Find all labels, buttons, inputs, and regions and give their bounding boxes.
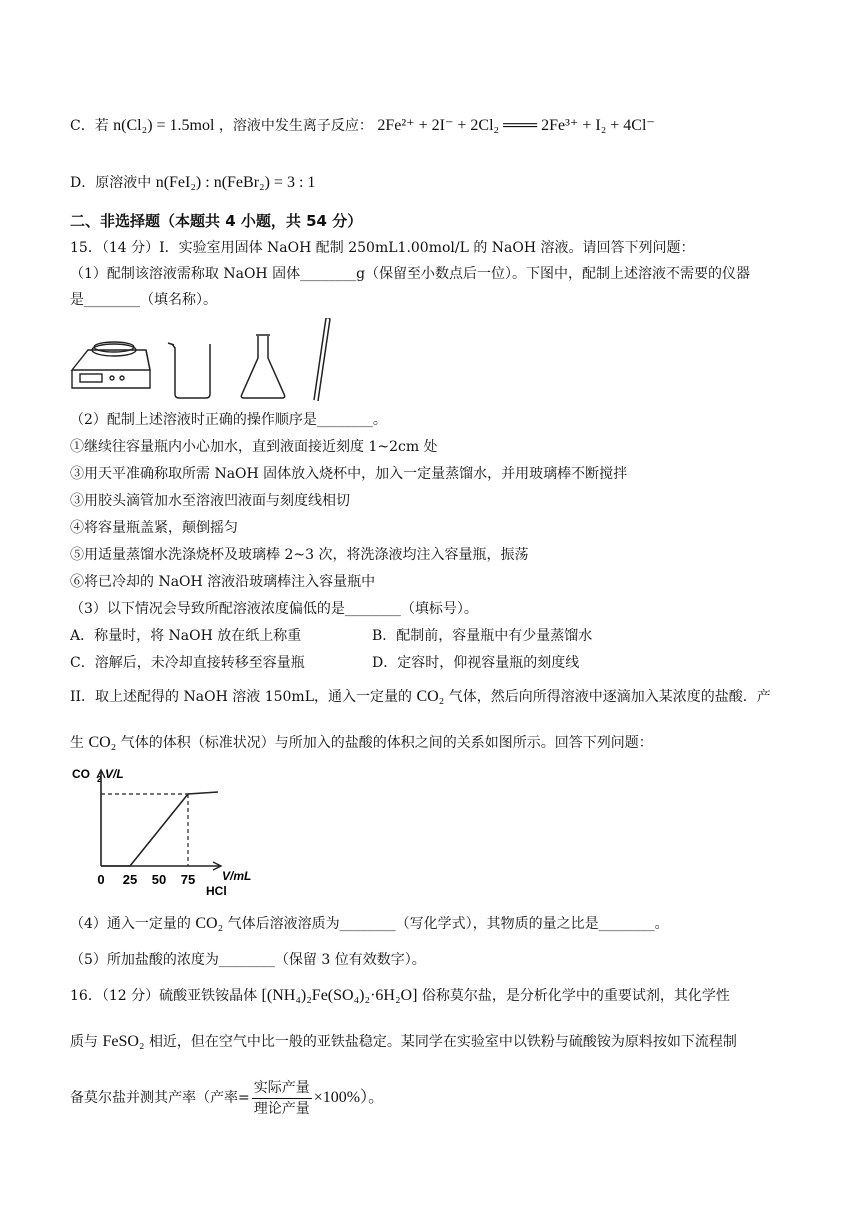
choice-c: C．溶解后，未冷却直接转移至容量瓶 bbox=[70, 655, 305, 671]
option-c-condition: n(Cl₂) = 1.5mol bbox=[113, 117, 215, 134]
co2-formula: CO₂ bbox=[88, 734, 117, 751]
part-ii-text-b: 气体，然后向所得溶液中逐滴加入某浓度的盐酸．产 bbox=[448, 689, 771, 705]
option-c bbox=[70, 116, 655, 136]
part-ii-line2 bbox=[70, 733, 653, 753]
q16-text-d: 相近，但在空气中比一般的亚铁盐稳定。某同学在实验室中以铁粉与硫酸铵为原料按如下流程制 bbox=[148, 1034, 737, 1050]
choice-b: B．配制前，容量瓶中有少量蒸馏水 bbox=[372, 628, 593, 644]
q15-sub1-line2: 是________（填名称）。 bbox=[70, 292, 217, 308]
fraction-denominator: 理论产量 bbox=[253, 1100, 310, 1117]
q16-text-c: 质与 bbox=[70, 1034, 98, 1050]
q15-sub4-a: （4）通入一定量的 bbox=[70, 916, 191, 932]
step-1: ①继续往容量瓶内小心加水，直到液面接近刻度 1~2cm 处 bbox=[70, 439, 438, 455]
co2-hcl-graph bbox=[70, 762, 280, 897]
tick-0: 0 bbox=[97, 872, 105, 887]
q15-header: 15．（14 分）I．实验室用固体 NaOH 配制 250mL1.00mol/L 的 NaOH 溶液。请回答下列问题： bbox=[70, 240, 695, 256]
balance-image bbox=[72, 342, 150, 388]
q15-sub5: （5）所加盐酸的浓度为________（保留 3 位有效数字）。 bbox=[70, 952, 426, 968]
step-3: ③用胶头滴管加水至溶液凹液面与刻度线相切 bbox=[70, 493, 350, 509]
choice-d: D．定容时，仰视容量瓶的刻度线 bbox=[372, 655, 580, 671]
option-c-label: C．若 bbox=[70, 118, 109, 134]
y-axis-label-v: V/L bbox=[105, 767, 124, 781]
step-5: ⑤用适量蒸馏水洗涤烧杯及玻璃棒 2~3 次，将洗涤液均注入容量瓶，振荡 bbox=[70, 547, 529, 563]
part-ii-line1 bbox=[70, 687, 771, 707]
co2-formula: CO₂ bbox=[416, 688, 445, 705]
option-d-label: D．原溶液中 bbox=[70, 175, 152, 191]
y-axis-label-sub: 2 bbox=[97, 775, 102, 784]
part-ii-text-c: 生 bbox=[70, 735, 84, 751]
step-2: ③用天平准确称取所需 NaOH 固体放入烧杯中，加入一定量蒸馏水，并用玻璃棒不断搅拌 bbox=[70, 466, 628, 482]
x-axis-label-hcl: HCl bbox=[206, 884, 227, 897]
q15-sub2: （2）配制上述溶液时正确的操作顺序是________。 bbox=[70, 412, 387, 428]
q16-line3 bbox=[70, 1076, 384, 1120]
co2-formula: CO₂ bbox=[195, 915, 224, 932]
tick-50: 50 bbox=[151, 872, 167, 887]
step-4: ④将容量瓶盖紧，颠倒摇匀 bbox=[70, 520, 238, 536]
option-c-middle: ，溶液中发生离子反应： bbox=[218, 118, 373, 134]
feso-formula: FeSO₂ bbox=[102, 1033, 145, 1050]
y-axis-label-co2: CO bbox=[72, 767, 90, 781]
q16-text-f: ×100%）。 bbox=[313, 1089, 385, 1106]
apparatus-figure bbox=[68, 318, 358, 402]
q15-sub3: （3）以下情况会导致所配溶液浓度偏低的是________（填标号）。 bbox=[70, 601, 478, 617]
beaker-image bbox=[168, 343, 210, 398]
choice-a: A．称量时，将 NaOH 放在纸上称重 bbox=[70, 628, 302, 644]
q16-text-b: 俗称莫尔盐，是分析化学中的重要试剂，其化学性 bbox=[421, 988, 730, 1004]
gas-volume-line bbox=[101, 792, 218, 866]
option-c-equation: 2Fe²⁺ + 2I⁻ + 2Cl₂ ═══ 2Fe³⁺ + I₂ + 4Cl⁻ bbox=[377, 117, 655, 134]
x-axis-label-v: V/mL bbox=[222, 869, 252, 883]
q16-line2 bbox=[70, 1032, 737, 1052]
q15-sub4 bbox=[70, 914, 669, 934]
q15-sub4-b: 气体后溶液溶质为________（写化学式），其物质的量之比是________。 bbox=[227, 916, 669, 932]
conical-flask-image bbox=[241, 335, 284, 398]
mohr-salt-formula: [(NH₄)₂Fe(SO₄)₂·6H₂O] bbox=[261, 987, 418, 1004]
q16-text-a: 16．（12 分）硫酸亚铁铵晶体 bbox=[70, 988, 258, 1004]
step-6: ⑥将已冷却的 NaOH 溶液沿玻璃棒注入容量瓶中 bbox=[70, 574, 376, 590]
part-ii-text-d: 气体的体积（标准状况）与所加入的盐酸的体积之间的关系如图所示。回答下列问题： bbox=[120, 735, 653, 751]
glass-rod-image bbox=[314, 318, 330, 401]
yield-fraction bbox=[252, 1078, 312, 1119]
option-d-ratio: n(FeI₂) : n(FeBr₂) = 3 : 1 bbox=[155, 174, 316, 191]
fraction-numerator: 实际产量 bbox=[252, 1078, 312, 1099]
q16-line1 bbox=[70, 986, 730, 1006]
tick-25: 25 bbox=[122, 872, 138, 887]
q15-sub1-line1: （1）配制该溶液需称取 NaOH 固体________g（保留至小数点后一位）。下图中，配制上述溶液不需要的仪器 bbox=[70, 266, 751, 282]
part-ii-text-a: II．取上述配得的 NaOH 溶液 150mL，通入一定量的 bbox=[70, 689, 412, 705]
tick-75: 75 bbox=[180, 872, 196, 887]
q16-text-e: 备莫尔盐并测其产率（产率= bbox=[70, 1090, 250, 1106]
option-d bbox=[70, 173, 315, 193]
section-title: 二、非选择题（本题共 4 小题，共 54 分） bbox=[70, 212, 363, 230]
